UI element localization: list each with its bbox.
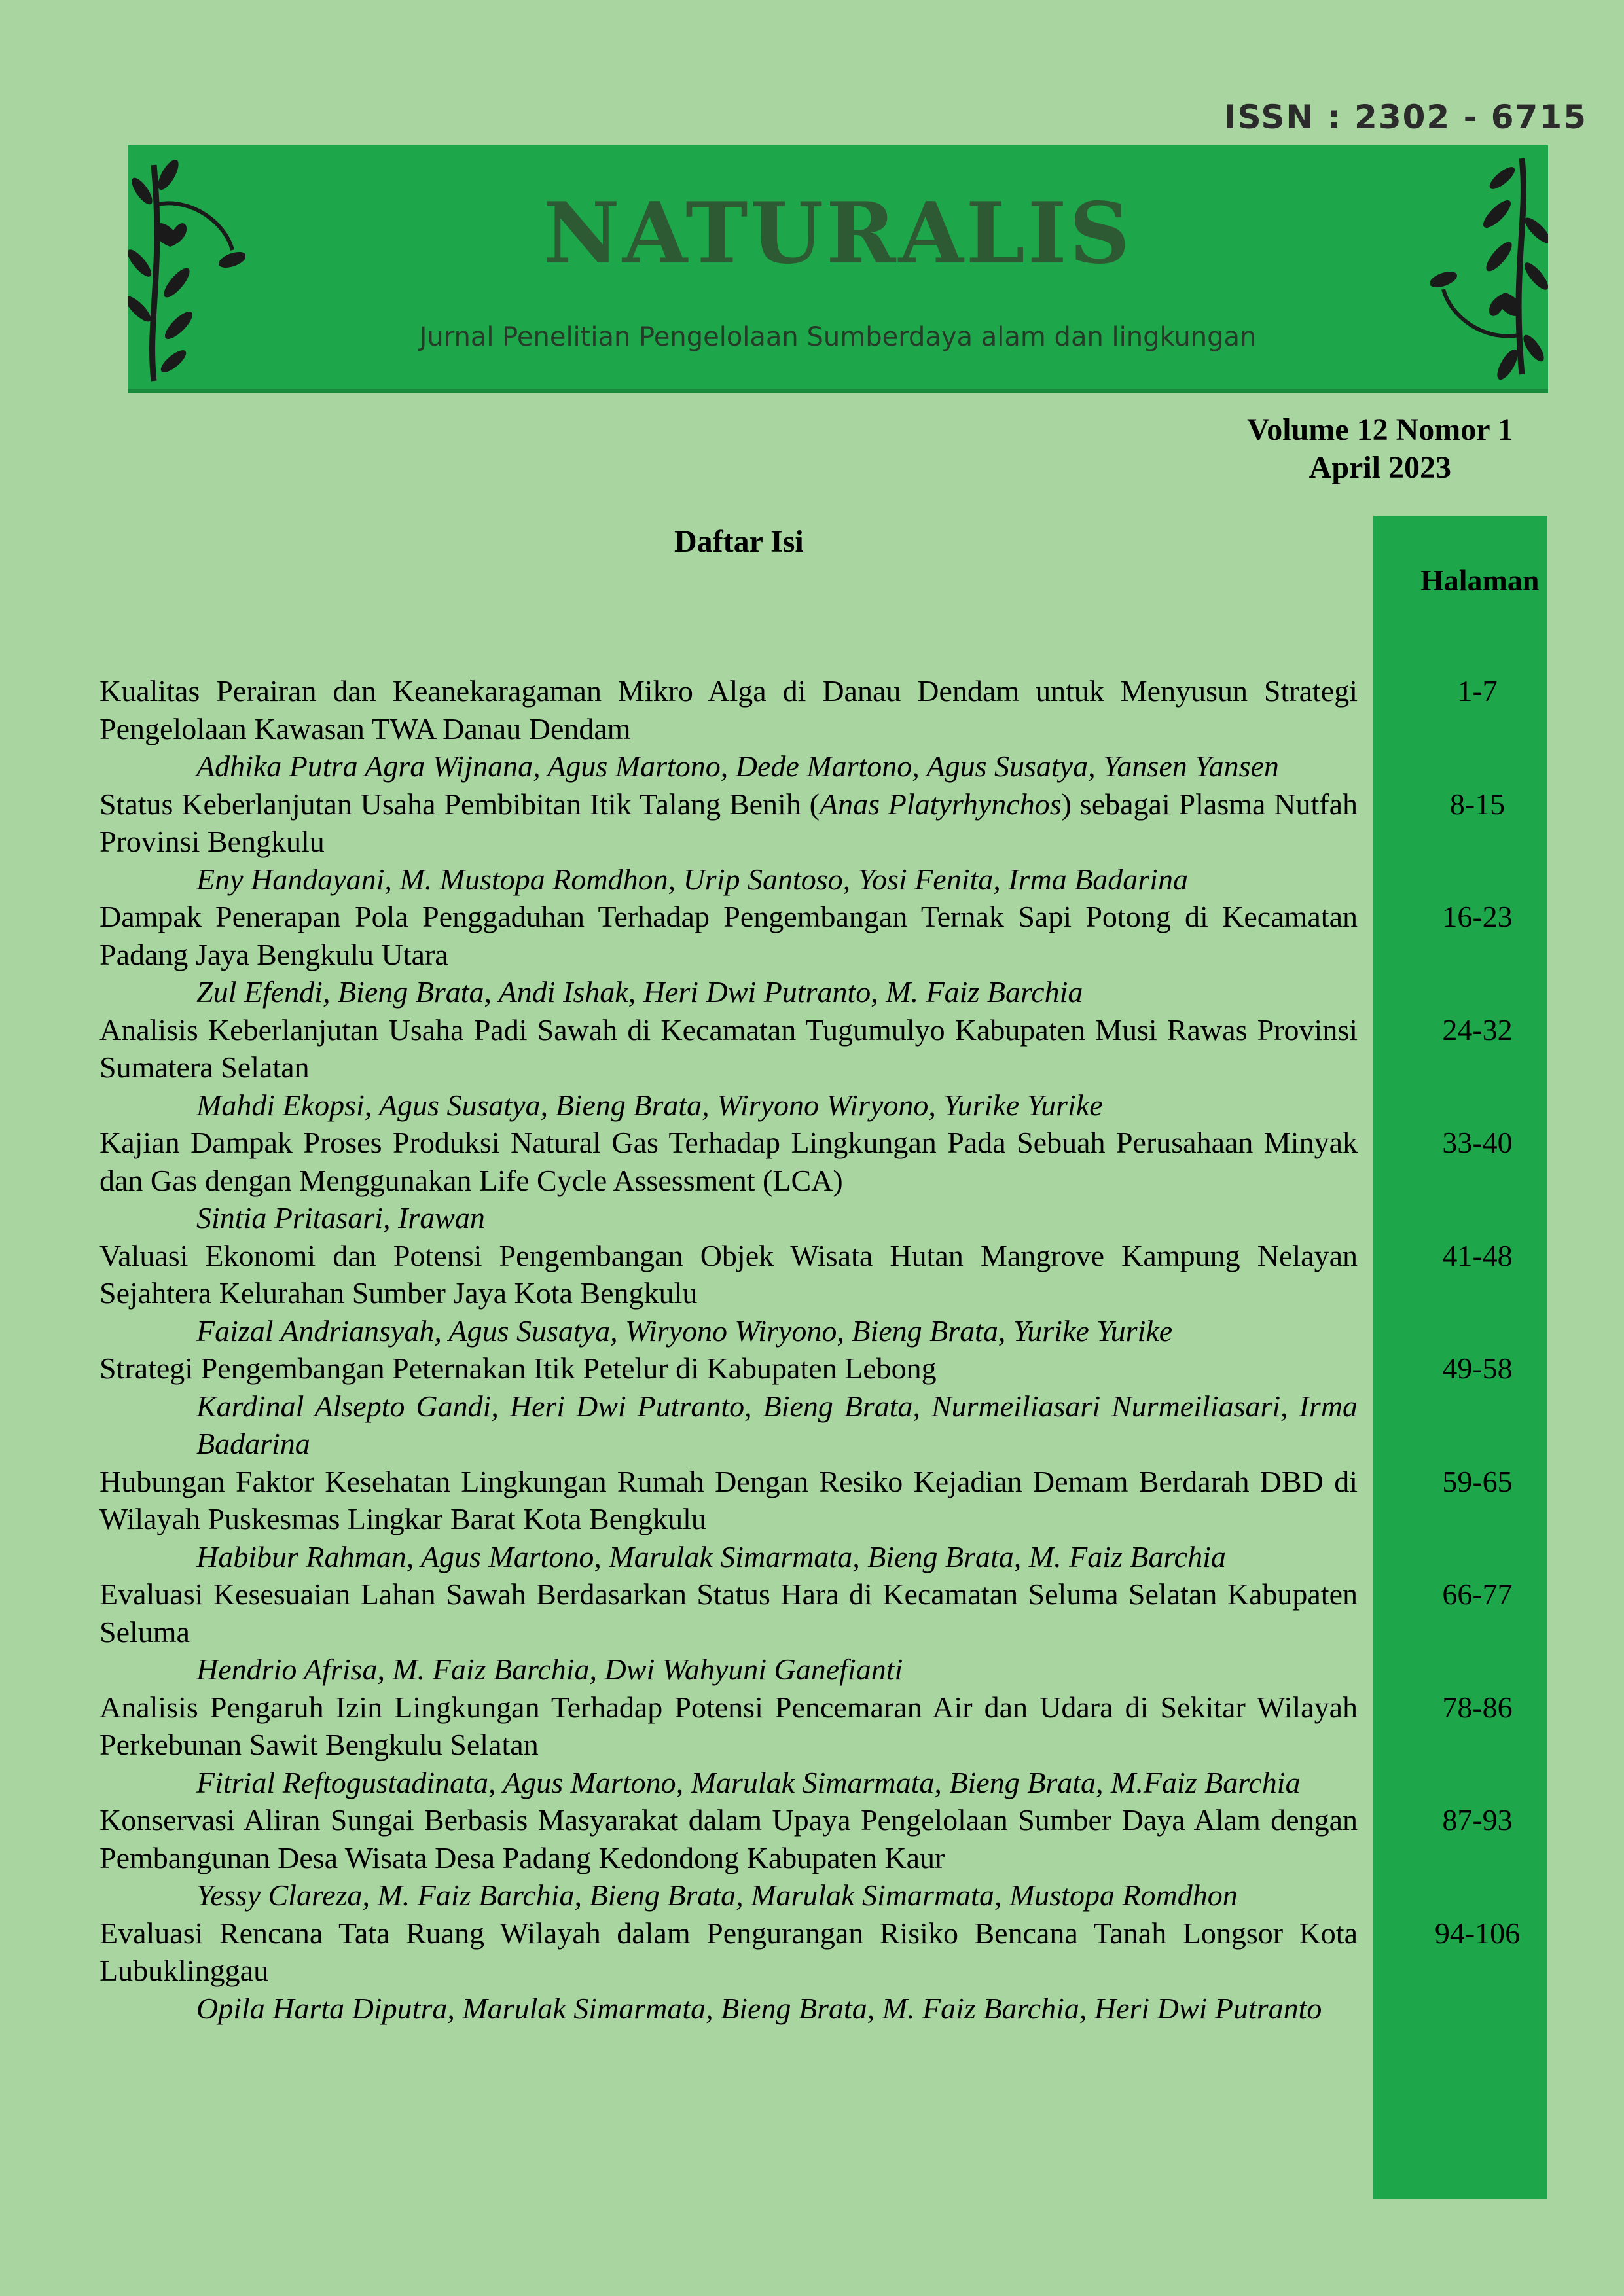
- article-title[interactable]: Strategi Pengembangan Peternakan Itik Petelur di Kabupaten Lebong: [99, 1352, 937, 1385]
- article-pages: 1-7: [1457, 674, 1498, 708]
- article-authors: Adhika Putra Agra Wijnana, Agus Martono, Dede Martono, Agus Susatya, Yansen Yansen: [196, 749, 1279, 783]
- article-title[interactable]: Hubungan Faktor Kesehatan Lingkungan Rumah Dengan Resiko Kejadian Demam Berdarah DBD di Wilayah Puskesmas Lingkar Barat Kota Bengkulu: [99, 1464, 1358, 1535]
- article-pages: 49-58: [1442, 1352, 1513, 1385]
- article-pages: 24-32: [1442, 1013, 1513, 1047]
- article-title[interactable]: Evaluasi Kesesuaian Lahan Sawah Berdasarkan Status Hara di Kecamatan Seluma Selatan Kabupaten Seluma: [99, 1577, 1358, 1649]
- toc-entry[interactable]: [99, 1463, 1566, 1576]
- journal-banner: [128, 145, 1548, 393]
- article-authors: Hendrio Afrisa, M. Faiz Barchia, Dwi Wahyuni Ganefianti: [196, 1653, 903, 1686]
- article-title[interactable]: Kualitas Perairan dan Keanekaragaman Mikro Alga di Danau Dendam untuk Menyusun Strategi Pengelolaan Kawasan TWA Danau Dendam: [99, 674, 1358, 745]
- toc-entry[interactable]: [99, 785, 1566, 899]
- article-title[interactable]: Analisis Keberlanjutan Usaha Padi Sawah di Kecamatan Tugumulyo Kabupaten Musi Rawas Provinsi Sumatera Selatan: [99, 1013, 1358, 1084]
- journal-title: NATURALIS: [543, 185, 1133, 283]
- article-authors: Faizal Andriansyah, Agus Susatya, Wiryono Wiryono, Bieng Brata, Yurike Yurike: [196, 1314, 1173, 1348]
- article-title-part: ) sebagai Plasma Nutfah Provinsi Bengkulu: [99, 787, 1358, 858]
- article-title[interactable]: Valuasi Ekonomi dan Potensi Pengembangan Objek Wisata Hutan Mangrove Kampung Nelayan Sejahtera Kelurahan Sumber Jaya Kota Bengkulu: [99, 1238, 1358, 1310]
- article-authors: Fitrial Reftogustadinata, Agus Martono, Marulak Simarmata, Bieng Brata, M.Faiz Barchia: [196, 1765, 1301, 1799]
- issn-label: ISSN : 2302 - 6715: [1224, 98, 1587, 136]
- article-pages: 87-93: [1442, 1803, 1513, 1837]
- toc-entry[interactable]: [99, 1689, 1566, 1802]
- toc-entry[interactable]: [99, 1801, 1566, 1914]
- article-authors: Eny Handayani, M. Mustopa Romdhon, Urip Santoso, Yosi Fenita, Irma Badarina: [196, 862, 1188, 896]
- toc-entry[interactable]: [99, 1914, 1566, 2028]
- issue-date: April 2023: [1308, 450, 1451, 485]
- toc-entry[interactable]: [99, 672, 1566, 785]
- article-title[interactable]: Kajian Dampak Proses Produksi Natural Gas Terhadap Lingkungan Pada Sebuah Perusahaan Minyak dan Gas dengan Menggunakan Life Cycle Assessment (LCA): [99, 1126, 1358, 1197]
- article-pages: 16-23: [1442, 900, 1513, 933]
- article-title[interactable]: Evaluasi Rencana Tata Ruang Wilayah dalam Pengurangan Risiko Bencana Tanah Longsor Kota Lubuklinggau: [99, 1916, 1358, 1987]
- article-title[interactable]: Dampak Penerapan Pola Penggaduhan Terhadap Pengembangan Ternak Sapi Potong di Kecamatan Padang Jaya Bengkulu Utara: [99, 900, 1358, 971]
- article-title-part: Status Keberlanjutan Usaha Pembibitan Itik Talang Benih (: [99, 787, 820, 821]
- toc-entry[interactable]: [99, 1575, 1566, 1689]
- toc-entry[interactable]: [99, 1124, 1566, 1237]
- article-title[interactable]: [99, 785, 1358, 861]
- volume-number: Volume 12 Nomor 1: [1247, 412, 1513, 447]
- article-title[interactable]: Konservasi Aliran Sungai Berbasis Masyarakat dalam Upaya Pengelolaan Sumber Daya Alam dengan Pembangunan Desa Wisata Desa Padang Kedondong Kabupaten Kaur: [99, 1803, 1358, 1874]
- toc-entry[interactable]: [99, 1237, 1566, 1350]
- article-title[interactable]: Analisis Pengaruh Izin Lingkungan Terhadap Potensi Pencemaran Air dan Udara di Sekitar Wilayah Perkebunan Sawit Bengkulu Selatan: [99, 1690, 1358, 1761]
- article-authors: Kardinal Alsepto Gandi, Heri Dwi Putranto, Bieng Brata, Nurmeiliasari Nurmeiliasari, Irma Badarina: [196, 1389, 1358, 1460]
- species-name: Anas Platyrhynchos: [819, 787, 1062, 821]
- pages-heading: Halaman: [1420, 564, 1540, 597]
- table-of-contents: [99, 672, 1566, 2027]
- article-authors: Opila Harta Diputra, Marulak Simarmata, Bieng Brata, M. Faiz Barchia, Heri Dwi Putranto: [196, 1991, 1322, 2025]
- journal-subtitle: Jurnal Penelitian Pengelolaan Sumberdaya alam dan lingkungan: [419, 322, 1257, 352]
- toc-entry[interactable]: [99, 898, 1566, 1011]
- article-pages: 94-106: [1434, 1916, 1521, 1950]
- article-authors: Sintia Pritasari, Irawan: [196, 1201, 485, 1234]
- article-pages: 78-86: [1442, 1690, 1513, 1724]
- article-pages: 8-15: [1449, 787, 1506, 821]
- article-pages: 66-77: [1442, 1577, 1513, 1611]
- article-pages: 33-40: [1442, 1126, 1513, 1159]
- article-pages: 41-48: [1442, 1238, 1513, 1272]
- toc-entry[interactable]: [99, 1350, 1566, 1463]
- article-authors: Yessy Clareza, M. Faiz Barchia, Bieng Brata, Marulak Simarmata, Mustopa Romdhon: [196, 1878, 1238, 1912]
- toc-heading: Daftar Isi: [674, 524, 804, 559]
- vine-ornament-icon: [1430, 152, 1548, 387]
- issue-info: [1247, 411, 1513, 487]
- article-authors: Zul Efendi, Bieng Brata, Andi Ishak, Heri Dwi Putranto, M. Faiz Barchia: [196, 975, 1083, 1009]
- article-authors: Mahdi Ekopsi, Agus Susatya, Bieng Brata, Wiryono Wiryono, Yurike Yurike: [196, 1088, 1103, 1122]
- toc-entry[interactable]: [99, 1011, 1566, 1124]
- article-authors: Habibur Rahman, Agus Martono, Marulak Simarmata, Bieng Brata, M. Faiz Barchia: [196, 1539, 1226, 1573]
- article-pages: 59-65: [1442, 1464, 1513, 1498]
